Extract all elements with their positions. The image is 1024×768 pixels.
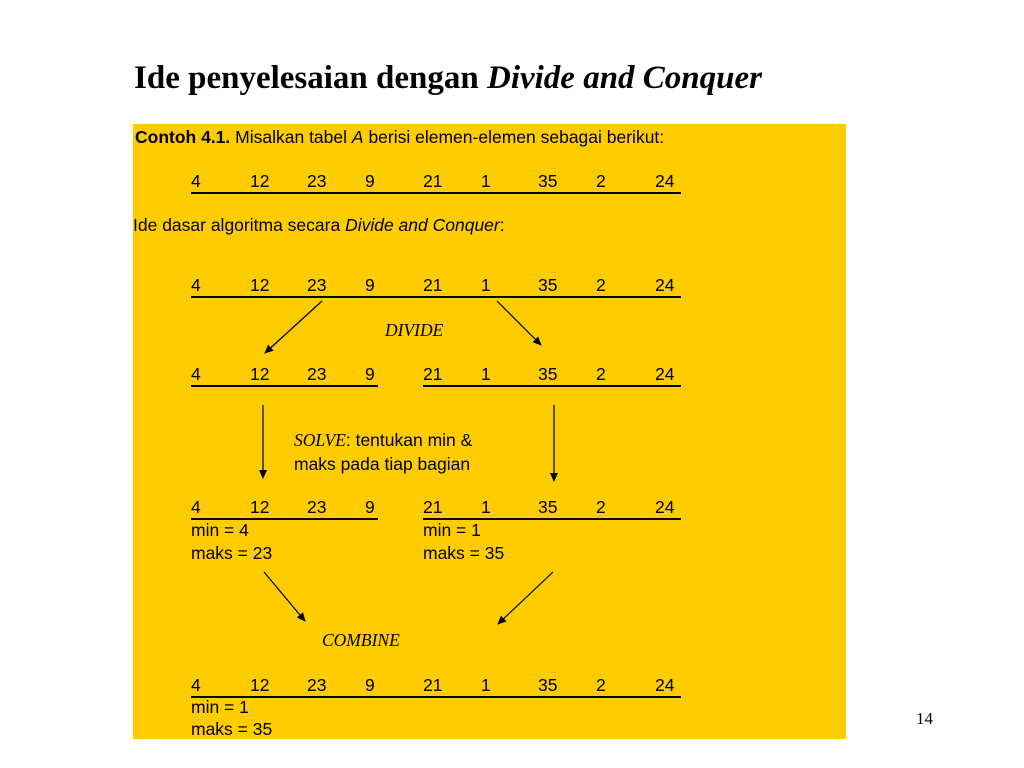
divide-arrow-left	[265, 301, 322, 353]
title-text: Ide penyelesaian dengan	[134, 60, 487, 96]
solve-line-2: maks pada tiap bagian	[294, 454, 471, 474]
combine-arrow-right	[498, 572, 553, 624]
page-number: 14	[916, 709, 933, 728]
array-cell: 21	[423, 171, 443, 191]
array-cell: 2	[596, 364, 606, 384]
array-cell: 24	[655, 364, 675, 384]
array-cell: 2	[596, 497, 606, 517]
array-cell: 24	[655, 675, 675, 695]
array-cell: 4	[191, 675, 201, 695]
right-maks: maks = 35	[423, 543, 505, 563]
title-italic: Divide and Conquer	[486, 60, 763, 96]
idea-text: Ide dasar algoritma secara	[133, 215, 346, 235]
intro-text-before: Misalkan tabel	[235, 127, 352, 147]
left-maks: maks = 23	[191, 543, 273, 563]
array-cell: 12	[250, 171, 270, 191]
array-cell: 23	[307, 497, 327, 517]
array-cell: 4	[191, 497, 201, 517]
array-cell: 24	[655, 171, 675, 191]
array-cell: 1	[481, 275, 491, 295]
combine-arrow-left	[264, 572, 305, 621]
array-cell: 2	[596, 275, 606, 295]
idea-italic: Divide and Conquer	[345, 215, 500, 235]
combine-label: COMBINE	[322, 630, 400, 650]
array-cell: 1	[481, 364, 491, 384]
array-cell: 12	[250, 364, 270, 384]
array-cell: 35	[538, 275, 558, 295]
final-min: min = 1	[191, 697, 249, 717]
array-cell: 23	[307, 171, 327, 191]
flow-arrows	[133, 124, 846, 739]
array-cell: 12	[250, 275, 270, 295]
array-cell: 21	[423, 364, 443, 384]
array-cell: 23	[307, 275, 327, 295]
array-cell: 35	[538, 364, 558, 384]
array-cell: 2	[596, 675, 606, 695]
array-cell: 24	[655, 275, 675, 295]
example-panel	[133, 124, 846, 739]
right-min: min = 1	[423, 520, 481, 540]
array-cell: 4	[191, 275, 201, 295]
array-cell: 9	[365, 275, 375, 295]
idea-suffix: :	[499, 215, 505, 235]
intro-text-after: berisi elemen-elemen sebagai berikut:	[363, 127, 665, 147]
array-cell: 4	[191, 364, 201, 384]
array-cell: 35	[538, 497, 558, 517]
array-cell: 35	[538, 675, 558, 695]
array-cell: 35	[538, 171, 558, 191]
array-cell: 2	[596, 171, 606, 191]
intro-var: A	[351, 127, 364, 147]
array-cell: 12	[250, 675, 270, 695]
array-cell: 9	[365, 364, 375, 384]
solve-italic: SOLVE	[294, 430, 346, 450]
array-cell: 23	[307, 364, 327, 384]
array-cell: 9	[365, 675, 375, 695]
array-cell: 24	[655, 497, 675, 517]
intro-label: Contoh 4.1.	[135, 127, 231, 147]
array-cell: 9	[365, 497, 375, 517]
array-cell: 1	[481, 675, 491, 695]
array-cell: 21	[423, 675, 443, 695]
array-cell: 1	[481, 171, 491, 191]
array-cell: 9	[365, 171, 375, 191]
array-cell: 4	[191, 171, 201, 191]
array-cell: 12	[250, 497, 270, 517]
array-cell: 21	[423, 275, 443, 295]
divide-arrow-right	[497, 301, 541, 345]
left-min: min = 4	[191, 520, 249, 540]
solve-line1-rest: : tentukan min &	[345, 430, 473, 450]
array-cell: 21	[423, 497, 443, 517]
final-maks: maks = 35	[191, 719, 273, 739]
array-cell: 23	[307, 675, 327, 695]
divide-label: DIVIDE	[385, 320, 444, 340]
slide-title	[134, 58, 762, 98]
array-cell: 1	[481, 497, 491, 517]
